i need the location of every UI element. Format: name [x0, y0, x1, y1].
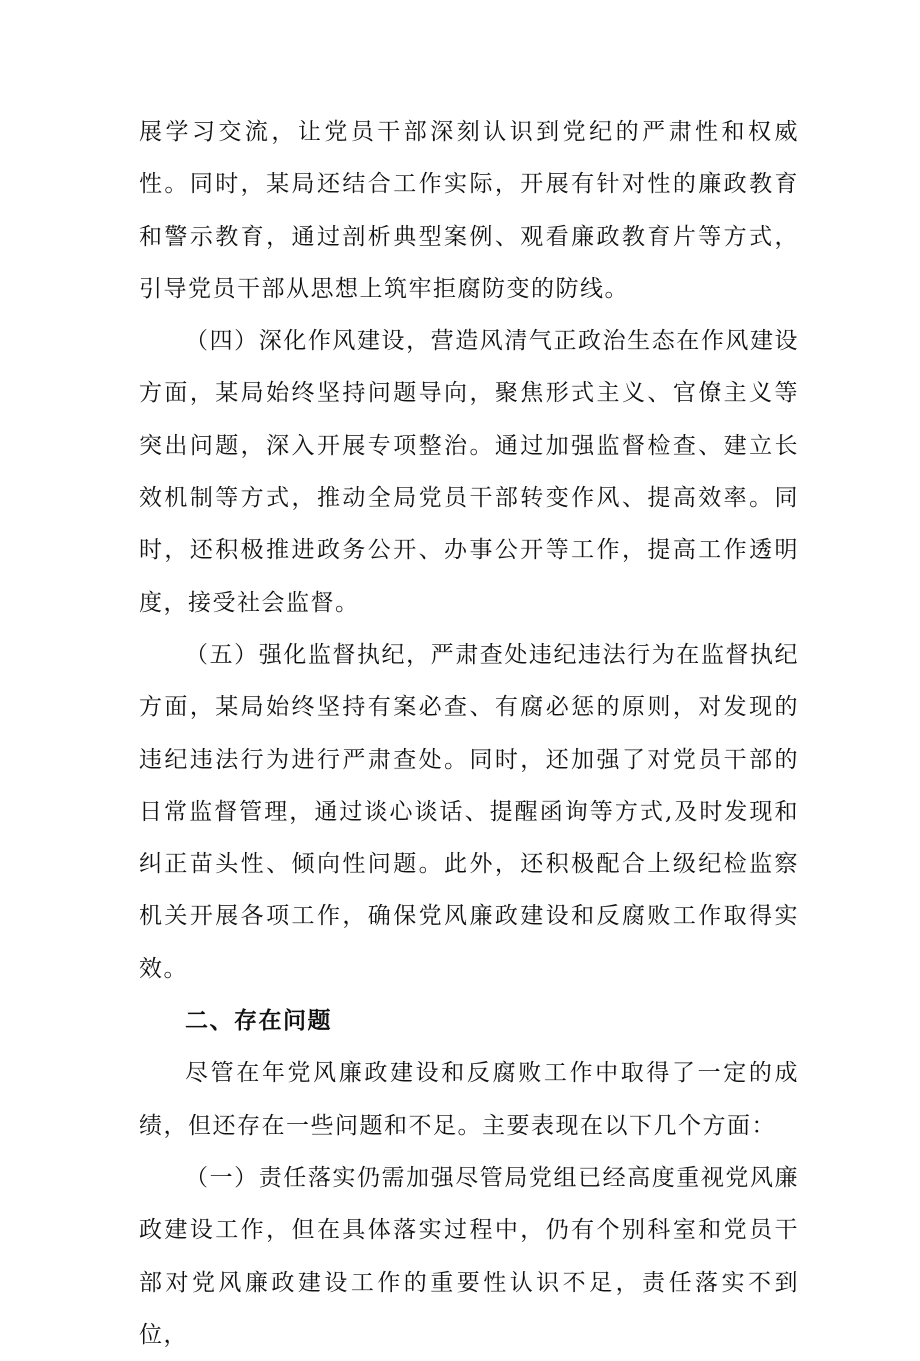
paragraph-section-four-work-style: （四）深化作风建设，营造风清气正政治生态在作风建设方面，某局始终坚持问题导向，聚焦形式主义、官僚主义等突出问题，深入开展专项整治。通过加强监督检查、建立长效机制等方式，推动全局党员干部转变作风、提高效率。同时，还积极推进政务公开、办事公开等工作，提高工作透明度，接受社会监督。 — [139, 328, 799, 616]
paragraph-continued-study-exchange: 展学习交流，让党员干部深刻认识到党纪的严肃性和权威性。同时，某局还结合工作实际，开展有针对性的廉政教育和警示教育，通过剖析典型案例、观看廉政教育片等方式，引导党员干部从思想上筑牢拒腐防变的防线。 — [139, 119, 799, 302]
document-body — [139, 106, 799, 1361]
paragraph-section-five-supervision: （五）强化监督执纪，严肃查处违纪违法行为在监督执纪方面，某局始终坚持有案必查、有腐必惩的原则，对发现的违纪违法行为进行严肃查处。同时，还加强了对党员干部的日常监督管理，通过谈心谈话、提醒函询等方式,及时发现和纠正苗头性、倾向性问题。此外，还积极配合上级纪检监察机关开展各项工作，确保党风廉政建设和反腐败工作取得实效。 — [139, 641, 799, 982]
paragraph-problems-intro: 尽管在年党风廉政建设和反腐败工作中取得了一定的成绩，但还存在一些问题和不足。主要表现在以下几个方面： — [139, 1060, 799, 1139]
section-heading-existing-problems: 二、存在问题 — [185, 1008, 332, 1035]
paragraph-problem-one-responsibility: （一）责任落实仍需加强尽管局党组已经高度重视党风廉政建设工作，但在具体落实过程中，仍有个别科室和党员干部对党风廉政建设工作的重要性认识不足，责任落实不到位， — [139, 1164, 799, 1348]
